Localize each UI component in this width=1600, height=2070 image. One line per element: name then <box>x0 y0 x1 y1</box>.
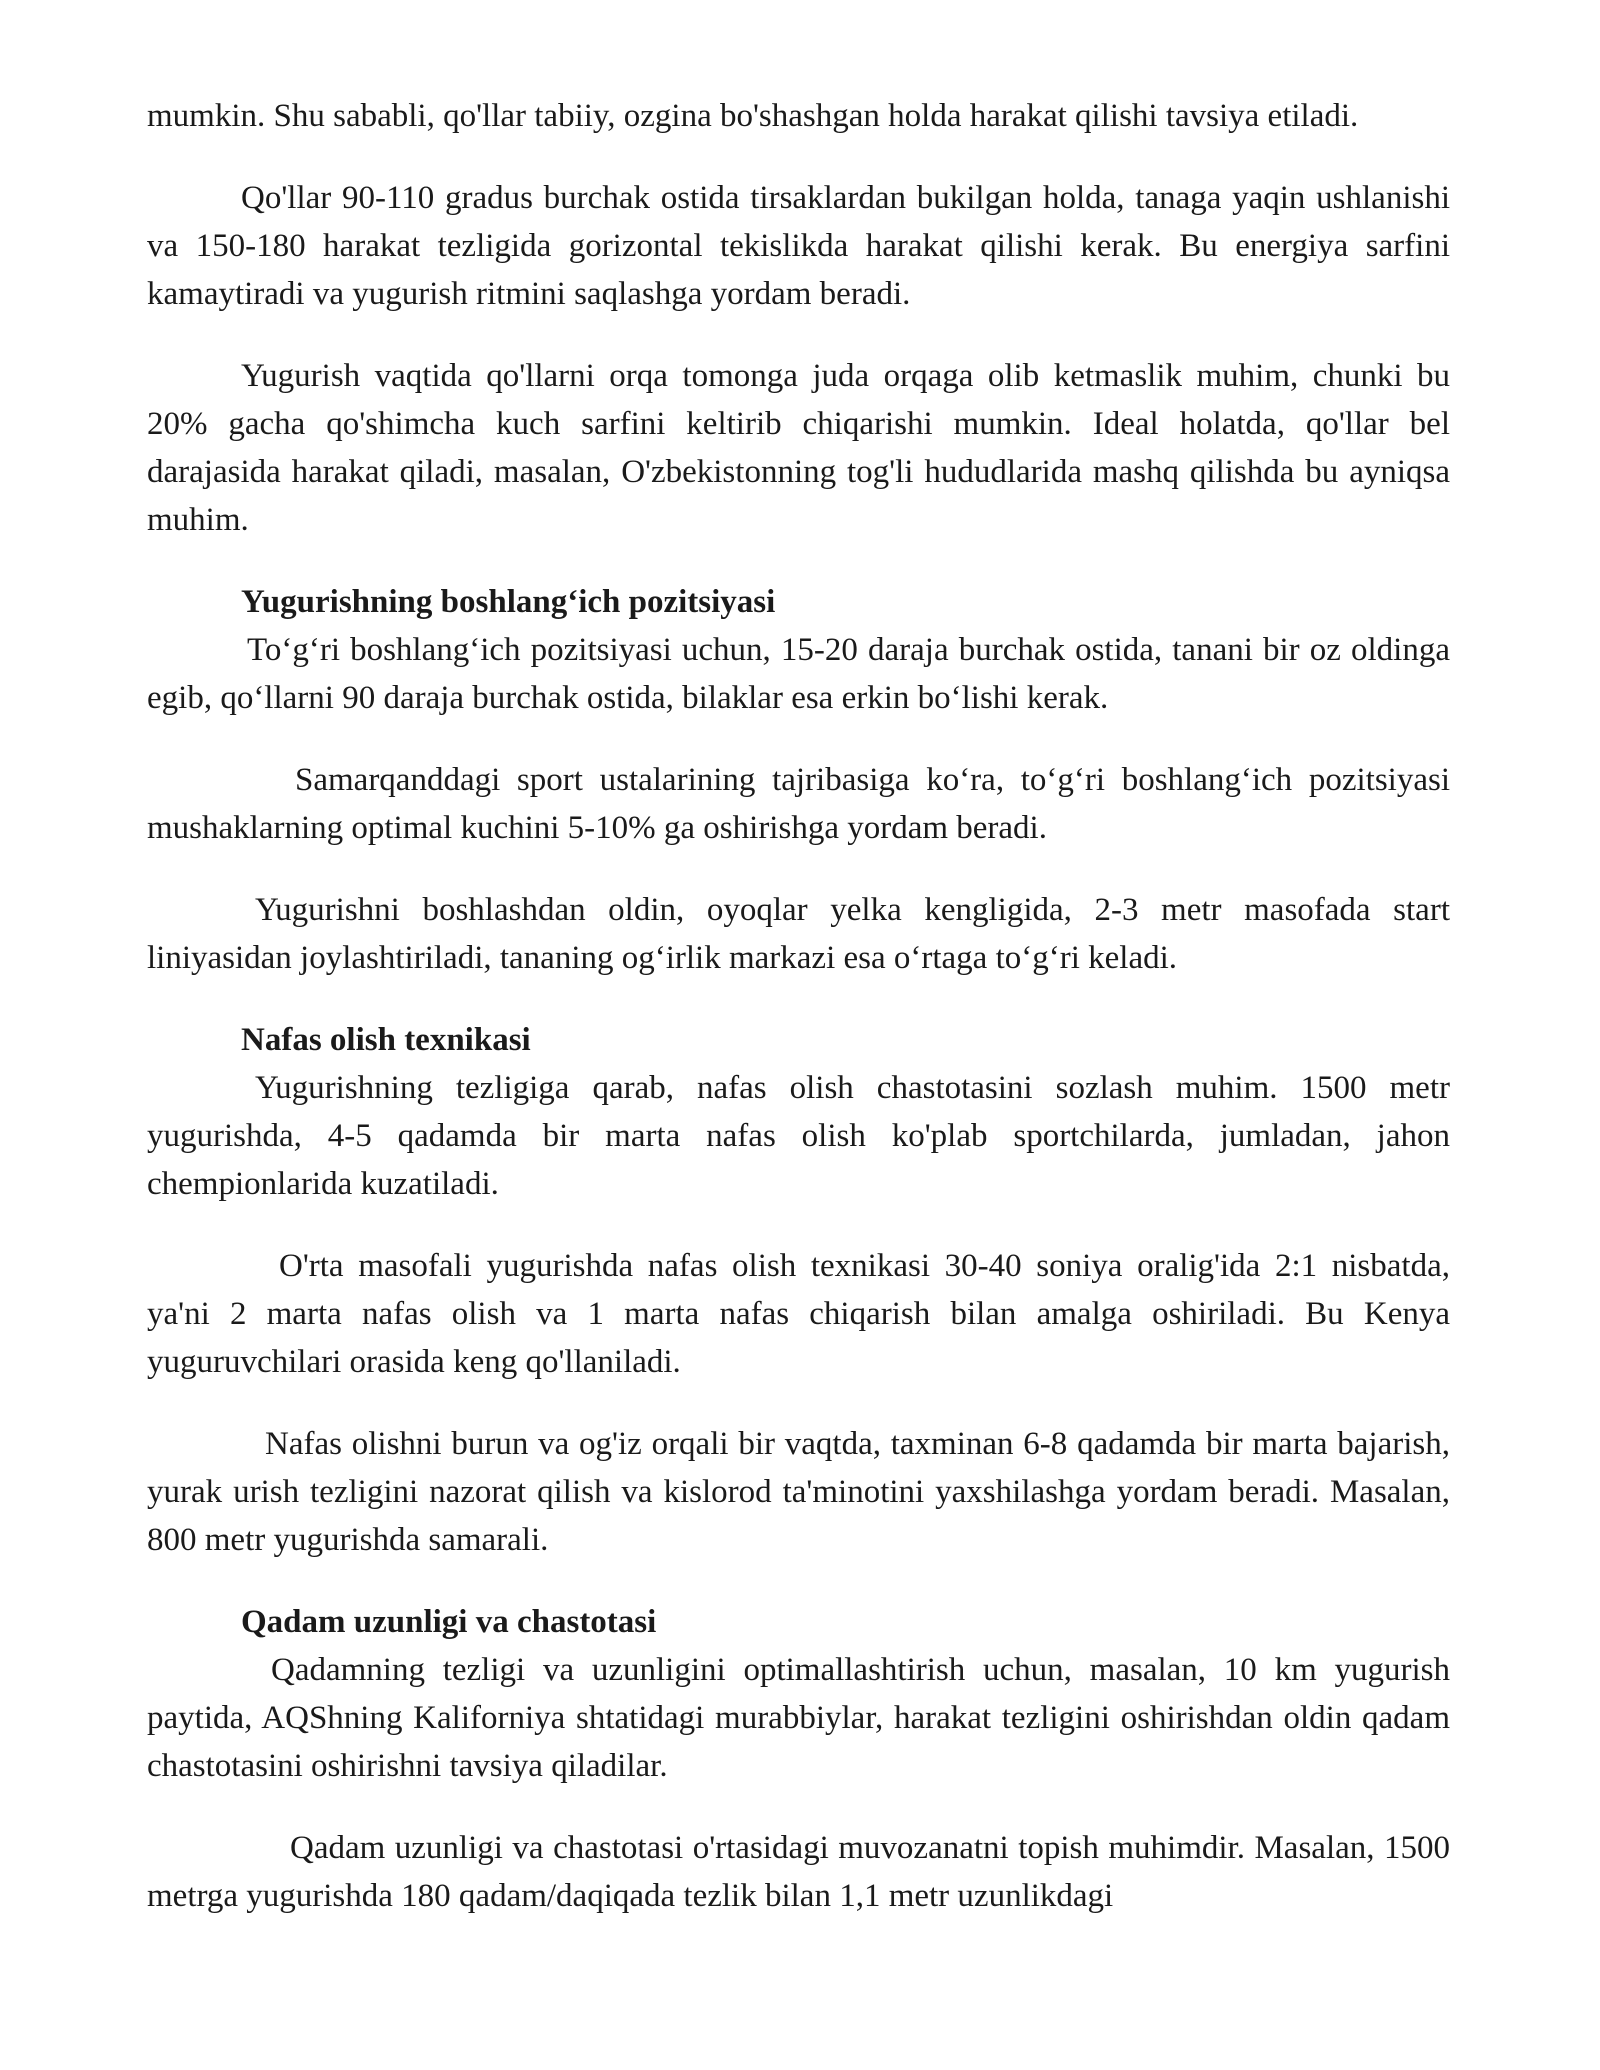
paragraph-arm-angle: Qo'llar 90-110 gradus burchak ostida tirsaklardan bukilgan holda, tanaga yaqin ushlanishi va 150-180 harakat tezligida gorizontal tekislikda harakat qilishi kerak. Bu energiya sarfini kamaytiradi va yugurish ritmini saqlashga yordam beradi. <box>147 180 1450 312</box>
section-heading-stride: Qadam uzunligi va chastotasi <box>241 1604 657 1640</box>
section-heading-starting-position: Yugurishning boshlang‘ich pozitsiyasi <box>241 584 776 620</box>
document-body <box>147 92 1450 1954</box>
paragraph-arms-relaxed: mumkin. Shu sababli, qo'llar tabiiy, ozgina bo'shashgan holda harakat qilishi tavsiya etiladi. <box>147 98 1359 134</box>
paragraph-nose-mouth-breathing: Nafas olishni burun va og'iz orqali bir vaqtda, taxminan 6-8 qadamda bir marta bajarish, yurak urish tezligini nazorat qilish va kislorod ta'minotini yaxshilashga yordam beradi. Masalan, 800 metr yugurishda samarali. <box>147 1426 1450 1558</box>
paragraph-arm-movement: Yugurish vaqtida qo'llarni orqa tomonga juda orqaga olib ketmaslik muhim, chunki bu 20% gacha qo'shimcha kuch sarfini keltirib chiqarishi mumkin. Ideal holatda, qo'llar bel darajasida harakat qiladi, masalan, O'zbekistonning tog'li hududlarida mashq qilishda bu ayniqsa muhim. <box>147 358 1450 538</box>
paragraph-stride-balance: Qadam uzunligi va chastotasi o'rtasidagi muvozanatni topish muhimdir. Masalan, 1500 metrga yugurishda 180 qadam/daqiqada tezlik bilan 1,1 metr uzunlikdagi <box>147 1830 1450 1914</box>
paragraph-starting-posture: To‘g‘ri boshlang‘ich pozitsiyasi uchun, 15-20 daraja burchak ostida, tanani bir oz oldinga egib, qo‘llarni 90 daraja burchak ostida, bilaklar esa erkin bo‘lishi kerak. <box>147 632 1450 716</box>
paragraph-breathing-rate: Yugurishning tezligiga qarab, nafas olish chastotasini sozlash muhim. 1500 metr yugurishda, 4-5 qadamda bir marta nafas olish ko'plab sportchilarda, jumladan, jahon chempionlarida kuzatiladi. <box>147 1070 1450 1202</box>
paragraph-start-line: Yugurishni boshlashdan oldin, oyoqlar yelka kengligida, 2-3 metr masofada start liniyasidan joylashtiriladi, tananing og‘irlik markazi esa o‘rtaga to‘g‘ri keladi. <box>147 892 1450 976</box>
section-heading-breathing: Nafas olish texnikasi <box>241 1022 531 1058</box>
paragraph-breathing-ratio: O'rta masofali yugurishda nafas olish texnikasi 30-40 soniya oralig'ida 2:1 nisbatda, ya'ni 2 marta nafas olish va 1 marta nafas chiqarish bilan amalga oshiriladi. Bu Kenya yuguruvchilari orasida keng qo'llaniladi. <box>147 1248 1450 1380</box>
paragraph-stride-optimization: Qadamning tezligi va uzunligini optimallashtirish uchun, masalan, 10 km yugurish paytida, AQShning Kaliforniya shtatidagi murabbiylar, harakat tezligini oshirishdan oldin qadam chastotasini oshirishni tavsiya qiladilar. <box>147 1652 1450 1784</box>
paragraph-samarkand-experience: Samarqanddagi sport ustalarining tajribasiga ko‘ra, to‘g‘ri boshlang‘ich pozitsiyasi mushaklarning optimal kuchini 5-10% ga oshirishga yordam beradi. <box>147 762 1450 846</box>
